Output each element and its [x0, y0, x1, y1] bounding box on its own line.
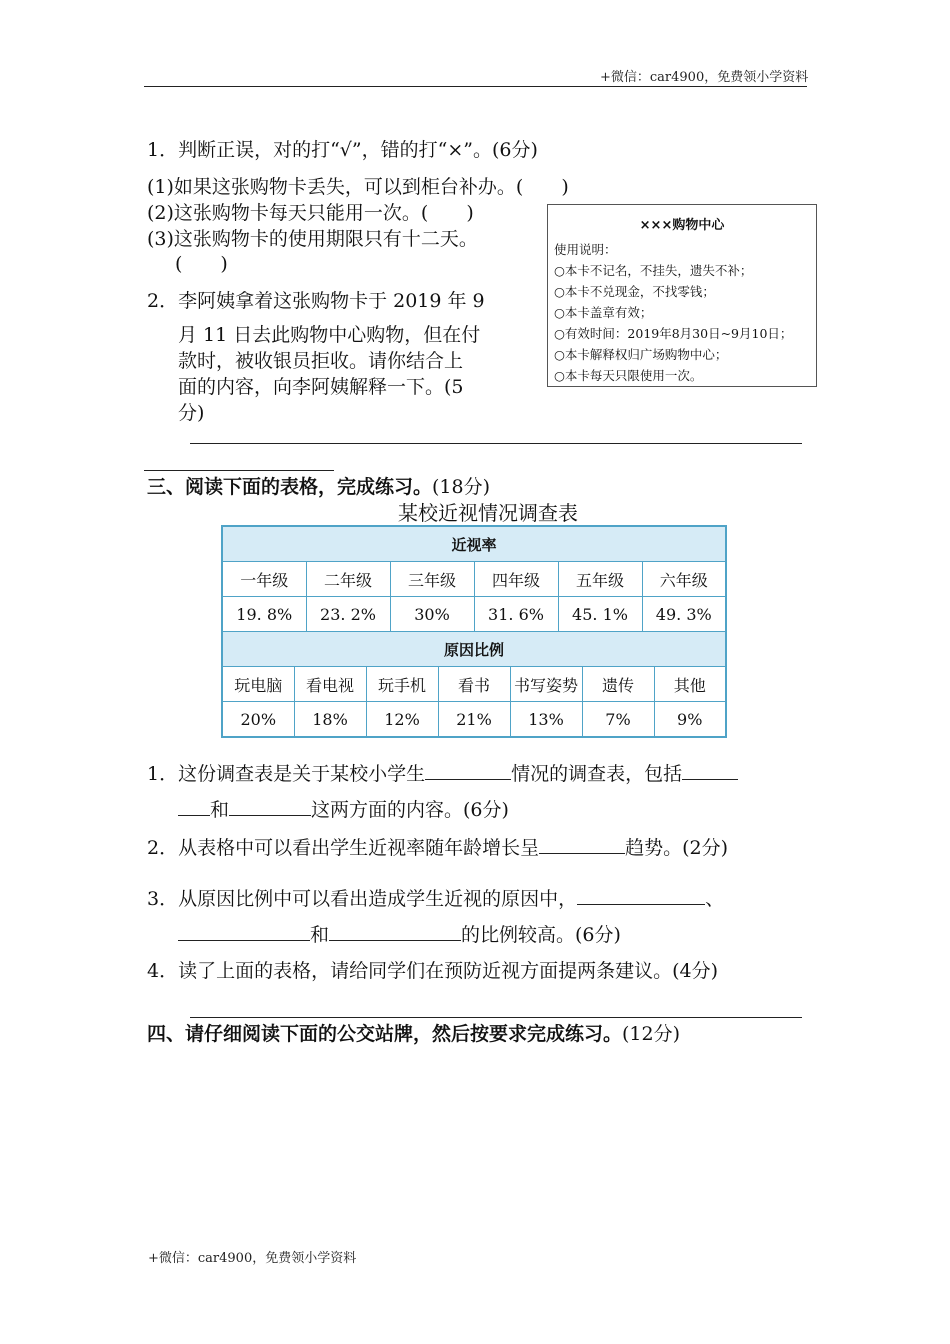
p3-q3-text-c: 和: [310, 924, 330, 946]
p3-q1-blank-2-cont[interactable]: [178, 795, 210, 816]
card-subtitle: 使用说明：: [554, 242, 617, 257]
cause-cell: 玩电脑: [222, 667, 294, 702]
q2-line-5: 分): [178, 402, 205, 424]
p3-q1-text-b: 情况的调查表，包括: [511, 763, 683, 785]
p3-q2-text-b: 趋势。(2分): [625, 837, 729, 859]
p3-q3-text-a: 3．从原因比例中可以看出造成学生近视的原因中，: [147, 888, 578, 910]
rate-cell: 19. 8%: [222, 597, 306, 632]
part4-heading-score: (12分): [622, 1023, 681, 1045]
p3-q4-answer-line: [190, 1017, 802, 1018]
q1-title: 1．判断正误，对的打“√”，错的打“×”。(6分): [147, 139, 538, 161]
p3-q1-text-d: 这两方面的内容。(6分): [311, 799, 509, 821]
cause-rate-cell: 9%: [654, 702, 726, 738]
p3-q1-line-1: [147, 759, 738, 787]
p3-q2-blank[interactable]: [539, 833, 625, 854]
grade-cell: 六年级: [642, 562, 726, 597]
p3-q3-blank-2[interactable]: [178, 920, 310, 941]
cause-rate-cell: 13%: [510, 702, 582, 738]
cause-rate-cell: 18%: [294, 702, 366, 738]
part4-heading: [147, 1021, 680, 1047]
footer-watermark: +微信：car4900，免费领小学资料: [148, 1251, 357, 1266]
rate-header: 近视率: [222, 526, 726, 562]
cause-cell: 书写姿势: [510, 667, 582, 702]
p3-q3-line-2: [178, 920, 621, 948]
card-rule: ○本卡盖章有效；: [554, 305, 653, 320]
grade-cell: 四年级: [474, 562, 558, 597]
q2-answer-line-2: [144, 470, 334, 471]
cause-cell: 看电视: [294, 667, 366, 702]
header-rule: [144, 86, 807, 87]
cause-rate-cell: 7%: [582, 702, 654, 738]
header-watermark: +微信：car4900，免费领小学资料: [600, 70, 809, 85]
grade-cell: 五年级: [558, 562, 642, 597]
rate-cell: 23. 2%: [306, 597, 390, 632]
q2-line-4: 面的内容，向李阿姨解释一下。(5: [178, 376, 464, 398]
survey-table: [221, 525, 727, 738]
part3-heading-score: (18分): [432, 476, 491, 498]
part3-heading-text: 三、阅读下面的表格，完成练习。: [147, 476, 433, 498]
p3-q3-blank-3[interactable]: [329, 920, 461, 941]
p3-q3-text-d: 的比例较高。(6分): [461, 924, 621, 946]
card-rule: ○本卡解释权归广场购物中心；: [554, 347, 728, 362]
q2-line-1: 2．李阿姨拿着这张购物卡于 2019 年 9: [147, 290, 485, 312]
grade-cell: 二年级: [306, 562, 390, 597]
cause-rate-cell: 20%: [222, 702, 294, 738]
q2-answer-line-1: [190, 443, 802, 444]
p3-q1-blank-3[interactable]: [229, 795, 311, 816]
card-rule: ○本卡不记名，不挂失，遗失不补；: [554, 263, 753, 278]
q1-item-2: (2)这张购物卡每天只能用一次。( ): [147, 202, 474, 224]
rate-cell: 49. 3%: [642, 597, 726, 632]
q1-item-1: (1)如果这张购物卡丢失，可以到柜台补办。( ): [147, 176, 569, 198]
cause-cell: 看书: [438, 667, 510, 702]
shopping-card: [547, 204, 817, 387]
rate-cell: 45. 1%: [558, 597, 642, 632]
card-title: ×××购物中心: [639, 218, 725, 233]
cause-cell: 其他: [654, 667, 726, 702]
p3-q2-text-a: 2．从表格中可以看出学生近视率随年龄增长呈: [147, 837, 540, 859]
cause-rate-cell: 21%: [438, 702, 510, 738]
q2-line-3: 款时，被收银员拒收。请你结合上: [178, 350, 464, 372]
p3-q1-line-2: [178, 795, 509, 823]
cause-rate-cell: 12%: [366, 702, 438, 738]
q1-item-3: (3)这张购物卡的使用期限只有十二天。: [147, 228, 478, 250]
p3-q4-line: 4．读了上面的表格，请给同学们在预防近视方面提两条建议。(4分): [147, 960, 719, 982]
cause-cell: 玩手机: [366, 667, 438, 702]
q1-item-3-blank: ( ): [175, 253, 228, 275]
card-rule: ○本卡每天只限使用一次。: [554, 368, 703, 383]
p3-q1-text-c: 和: [210, 799, 230, 821]
p3-q2-line: [147, 833, 728, 861]
part4-heading-text: 四、请仔细阅读下面的公交站牌，然后按要求完成练习。: [147, 1023, 623, 1045]
rate-cell: 31. 6%: [474, 597, 558, 632]
cause-cell: 遗传: [582, 667, 654, 702]
cause-header: 原因比例: [222, 632, 726, 667]
p3-q1-blank-1[interactable]: [425, 759, 511, 780]
card-rule: ○有效时间：2019年8月30日~9月10日；: [554, 326, 793, 341]
grade-cell: 三年级: [390, 562, 474, 597]
rate-cell: 30%: [390, 597, 474, 632]
p3-q3-line-1: [147, 884, 724, 912]
table-caption: 某校近视情况调查表: [398, 501, 578, 525]
p3-q1-text-a: 1．这份调查表是关于某校小学生: [147, 763, 426, 785]
q2-line-2: 月 11 日去此购物中心购物，但在付: [178, 324, 481, 346]
grade-cell: 一年级: [222, 562, 306, 597]
card-rule: ○本卡不兑现金，不找零钱；: [554, 284, 715, 299]
p3-q3-blank-1[interactable]: [577, 884, 705, 905]
p3-q1-blank-2[interactable]: [682, 759, 738, 780]
p3-q3-text-b: 、: [705, 888, 725, 910]
